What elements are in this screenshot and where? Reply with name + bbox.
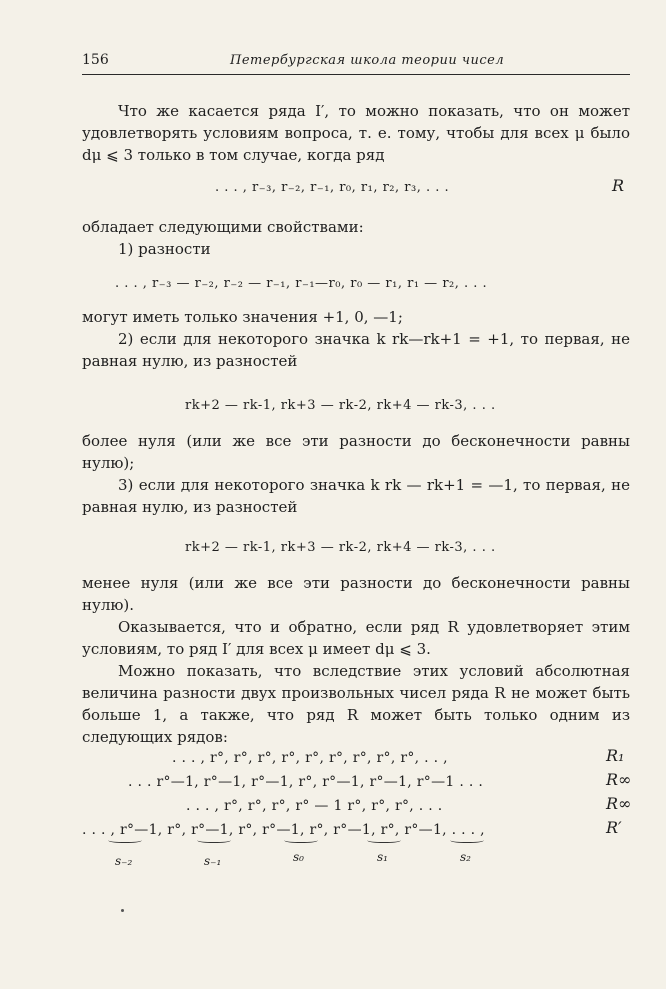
- formula-differences-2: rk+2 — rk-1, rk+3 — rk-2, rk+4 — rk-3, . . .: [185, 398, 496, 413]
- series-tag-r1: R₁: [606, 746, 625, 765]
- underbrace: [197, 836, 231, 843]
- paragraph-5: 2) если для некоторого значка k rk—rk+1 = +1, то первая, не равная нулю, из разностей: [82, 330, 630, 370]
- brace-label: s₀: [293, 850, 304, 864]
- underbrace: [450, 836, 484, 843]
- formula-tag-r: R: [612, 176, 625, 195]
- series-row-r-inf-2: . . . , r°, r°, r°, r° — 1 r°, r°, r°, . . .: [186, 798, 443, 814]
- underbrace: [108, 836, 142, 843]
- paragraph-3: 1) разности: [118, 240, 211, 258]
- running-title: Петербургская школа теории чисел: [230, 53, 505, 68]
- underbrace: [284, 836, 318, 843]
- paragraph-7: 3) если для некоторого значка k rk — rk+1 = —1, то первая, не равная нулю, из разностей: [82, 476, 630, 516]
- series-row-r1: . . . , r°, r°, r°, r°, r°, r°, r°, r°, r°, . . ,: [172, 750, 448, 766]
- series-row-r-prime: . . . , r°—1, r°, r°—1, r°, r°—1, r°, r°—1, r°, r°—1, . . . ,: [82, 822, 485, 838]
- brace-label: s₋₂: [115, 854, 133, 868]
- paragraph-1: Что же касается ряда I′, то можно показать, что он может удовлетворять условиям вопроса, т. е. тому, чтобы для всех μ было dμ ⩽ 3 только в том случае, когда ряд: [82, 102, 630, 164]
- paragraph-8: менее нуля (или же все эти разности до бесконечности равны нулю).: [82, 574, 630, 614]
- brace-label: s₋₁: [204, 854, 222, 868]
- formula-differences-3: rk+2 — rk-1, rk+3 — rk-2, rk+4 — rk-3, . . .: [185, 540, 496, 555]
- paragraph-10: Можно показать, что вследствие этих условий абсолютная величина разности двух произвольных чисел ряда R не может быть больше 1, а также, что ряд R может быть только одним из следующих рядов:: [82, 662, 630, 746]
- formula-differences: . . . , r₋₃ — r₋₂, r₋₂ — r₋₁, r₋₁—r₀, r₀ — r₁, r₁ — r₂, . . .: [115, 276, 488, 291]
- series-tag-r-inf-2: R∞: [606, 794, 632, 813]
- brace-label: s₂: [460, 850, 471, 864]
- underbrace: [367, 836, 401, 843]
- paragraph-2: обладает следующими свойствами:: [82, 218, 364, 236]
- print-speck: [121, 909, 124, 912]
- paragraph-4: могут иметь только значения +1, 0, —1;: [82, 308, 403, 326]
- series-tag-r-prime: R′: [606, 818, 622, 837]
- page-header: [82, 50, 630, 75]
- page-number: 156: [82, 52, 109, 68]
- formula-series-r: . . . , r₋₃, r₋₂, r₋₁, r₀, r₁, r₂, r₃, . . .: [215, 180, 450, 195]
- paragraph-9: Оказывается, что и обратно, если ряд R удовлетворяет этим условиям, то ряд I′ для всех μ имеет dμ ⩽ 3.: [82, 618, 630, 658]
- series-tag-r-inf: R∞: [606, 770, 632, 789]
- brace-label: s₁: [377, 850, 388, 864]
- series-row-r-inf: . . . r°—1, r°—1, r°—1, r°, r°—1, r°—1, r°—1 . . .: [128, 774, 484, 790]
- paragraph-6: более нуля (или же все эти разности до бесконечности равны нулю);: [82, 432, 630, 472]
